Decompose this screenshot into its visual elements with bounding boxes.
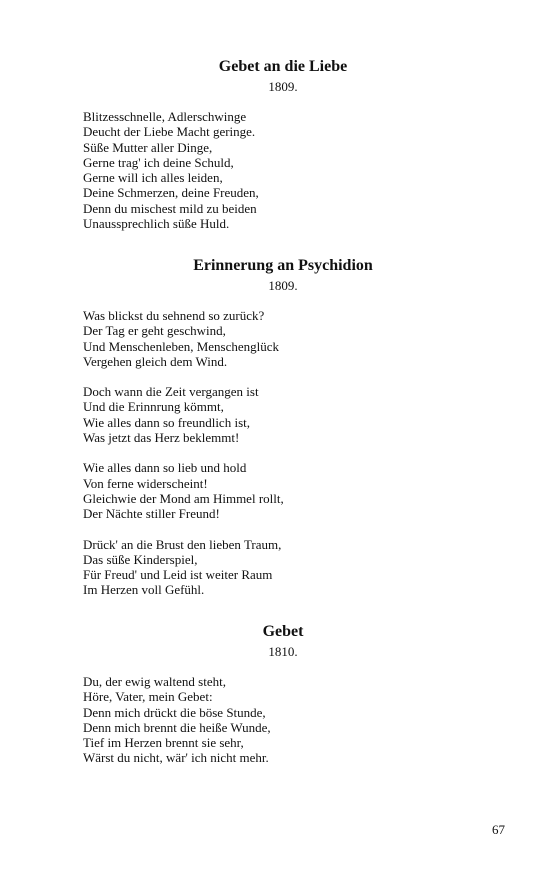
poem-title: Gebet an die Liebe xyxy=(218,58,348,75)
page-number: 67 xyxy=(492,822,505,837)
verse-line: Vergehen gleich dem Wind. xyxy=(83,353,228,369)
stanza xyxy=(83,674,483,766)
poem-gebet xyxy=(83,622,483,766)
poem-year: 1809. xyxy=(268,79,298,94)
verse-line: Unaussprechlich süße Huld. xyxy=(83,216,230,232)
verse-line: Tief im Herzen brennt sie sehr, xyxy=(83,735,244,751)
verse-line: Süße Mutter aller Dinge, xyxy=(83,139,213,155)
verse-line: Von ferne widerscheint! xyxy=(83,475,208,491)
poem-year: 1809. xyxy=(268,278,298,293)
verse-line: Gerne will ich alles leiden, xyxy=(83,170,223,186)
verse-line: Der Tag er geht geschwind, xyxy=(83,323,226,339)
verse-line: Denn mich brennt die heiße Wunde, xyxy=(83,719,271,735)
verse-line: Und die Erinnrung kömmt, xyxy=(83,399,224,415)
verse-line: Du, der ewig waltend steht, xyxy=(83,674,226,689)
poem-erinnerung-an-psychidion xyxy=(83,256,483,598)
stanza xyxy=(83,308,483,369)
verse-line: Was jetzt das Herz beklemmt! xyxy=(83,430,240,446)
verse-line: Doch wann die Zeit vergangen ist xyxy=(83,384,259,400)
stanza xyxy=(83,109,483,231)
verse-line: Denn du mischest mild zu beiden xyxy=(83,200,257,216)
verse-line: Blitzesschnelle, Adlerschwinge xyxy=(83,109,247,124)
verse-line: Wie alles dann so lieb und hold xyxy=(83,460,247,476)
poem-title: Gebet xyxy=(262,623,304,640)
verse-line: Der Nächte stiller Freund! xyxy=(83,506,220,522)
verse-line: Das süße Kinderspiel, xyxy=(83,551,198,567)
verse-line: Und Menschenleben, Menschenglück xyxy=(83,338,280,354)
verse-line: Drück' an die Brust den lieben Traum, xyxy=(83,536,282,552)
verse-line: Gleichwie der Mond am Himmel rollt, xyxy=(83,490,284,506)
poem-gebet-an-die-liebe xyxy=(83,57,483,231)
verse-line: Höre, Vater, mein Gebet: xyxy=(83,689,213,705)
verse-line: Deucht der Liebe Macht geringe. xyxy=(83,124,256,140)
verse-line: Wie alles dann so freundlich ist, xyxy=(83,414,250,430)
verse-line: Für Freud' und Leid ist weiter Raum xyxy=(83,567,273,583)
stanza xyxy=(83,384,483,445)
verse-line: Deine Schmerzen, deine Freuden, xyxy=(83,185,259,201)
poem-title: Erinnerung an Psychidion xyxy=(193,257,373,274)
poem-year: 1810. xyxy=(268,644,298,659)
verse-line: Denn mich drückt die böse Stunde, xyxy=(83,704,266,720)
verse-line: Wärst du nicht, wär' ich nicht mehr. xyxy=(83,750,269,766)
stanza xyxy=(83,460,483,521)
verse-line: Was blickst du sehnend so zurück? xyxy=(83,308,265,323)
verse-line: Gerne trag' ich deine Schuld, xyxy=(83,154,234,170)
stanza xyxy=(83,537,483,598)
verse-line: Im Herzen voll Gefühl. xyxy=(83,582,205,598)
